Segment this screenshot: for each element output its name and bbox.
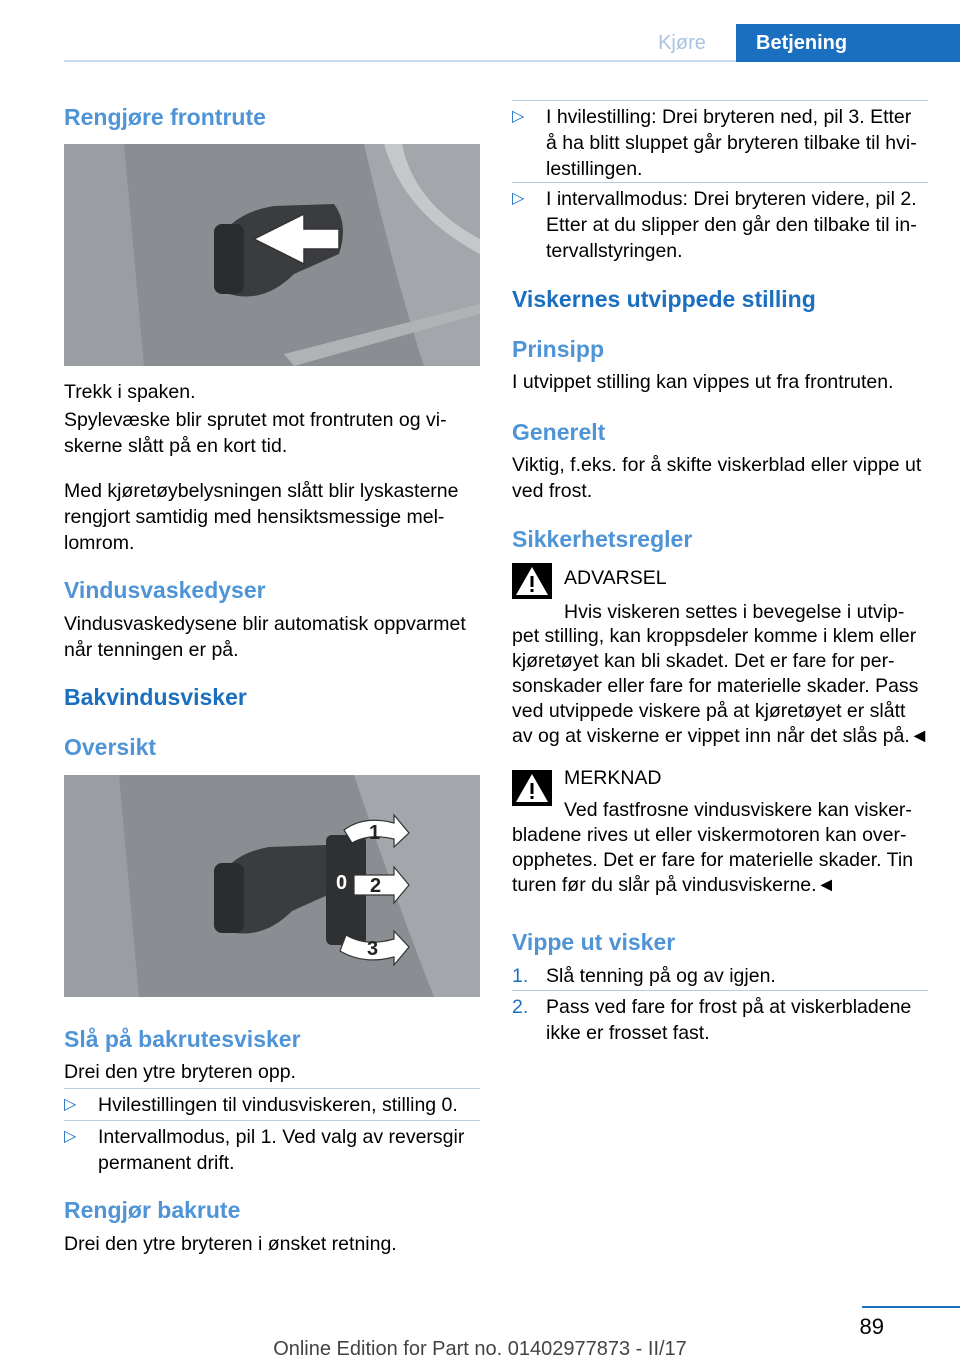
text-generelt-2: ved frost. — [512, 480, 593, 502]
bullet-triangle-icon: ▷ — [64, 1128, 77, 1145]
notice-title-merknad: MERKNAD — [564, 767, 662, 789]
divider — [512, 100, 928, 101]
divider — [64, 1088, 480, 1089]
text-dyser-1: Vindusvaskedysene blir automatisk oppvarmet — [64, 613, 466, 635]
warning-text: ved utvippede viskere på at kjøretøyet er slått — [512, 700, 906, 722]
notice-text: turen før du slår på vindusviskerne.◄ — [512, 874, 836, 896]
page-number: 89 — [859, 1314, 884, 1339]
warning-text: kjøretøyet kan bli skadet. Det er fare for per- — [512, 650, 895, 672]
text-spyle-2: skerne slått på en kort tid. — [64, 435, 288, 457]
list-item-text: å ha blitt sluppet går bryteren tilbake til hvi- — [546, 132, 917, 154]
list-item-text: I hvilestilling: Drei bryteren ned, pil 3. Etter — [546, 106, 912, 128]
text-drei-retning: Drei den ytre bryteren i ønsket retning. — [64, 1233, 397, 1255]
text-lys-1: Med kjøretøybelysningen slått blir lyskasterne — [64, 480, 459, 502]
list-item-text: Pass ved fare for frost på at viskerbladene — [546, 996, 912, 1018]
list-item-text: Slå tenning på og av igjen. — [546, 965, 776, 987]
bullet-triangle-icon: ▷ — [512, 190, 525, 207]
warning-text: av og at viskerne er vippet inn når det slås på.◄ — [512, 725, 930, 747]
warning-text: pet stilling, kan kroppsdeler komme i klem eller — [512, 625, 917, 647]
list-item-text: ikke er frosset fast. — [546, 1022, 710, 1044]
notice-text: Ved fastfrosne vindusviskere kan visker- — [564, 799, 912, 821]
text-prinsipp: I utvippet stilling kan vippes ut fra frontruten. — [512, 371, 894, 393]
heading-vippe-ut: Vippe ut visker — [512, 929, 676, 955]
text-lys-3: lomrom. — [64, 532, 135, 554]
list-item — [64, 1124, 480, 1176]
divider — [512, 990, 928, 991]
footer-edition: Online Edition for Part no. 01402977873 - II/17 — [273, 1338, 687, 1360]
notice-text: bladene rives ut eller viskermotoren kan over- — [512, 824, 907, 846]
warning-text: Hvis viskeren settes i bevegelse i utvip- — [564, 601, 905, 623]
list-item — [512, 186, 928, 264]
footer-rule — [862, 1306, 960, 1308]
heading-generelt: Generelt — [512, 419, 606, 445]
heading-vindusvaskedyser: Vindusvaskedyser — [64, 577, 266, 603]
stalk-pull-illustration — [64, 144, 480, 366]
text-spyle-1: Spylevæske blir sprutet mot frontruten og vi- — [64, 409, 447, 431]
list-item-text: tervallstyringen. — [546, 240, 683, 262]
list-item — [512, 104, 928, 182]
heading-rengjore-frontrute: Rengjøre frontrute — [64, 104, 266, 130]
list-item — [64, 1092, 480, 1118]
tab-kjore[interactable]: Kjøre — [658, 32, 706, 54]
text-lys-2: rengjort samtidig med hensiktsmessige mel- — [64, 506, 445, 528]
list-item-text: permanent drift. — [98, 1152, 235, 1174]
list-item-text: Intervallmodus, pil 1. Ved valg av reversgir — [98, 1126, 465, 1148]
rear-wiper-photo — [64, 775, 480, 997]
text-generelt-1: Viktig, f.eks. for å skifte viskerblad eller vippe ut — [512, 454, 922, 476]
list-item — [512, 994, 928, 1046]
text-trekk: Trekk i spaken. — [64, 381, 196, 403]
warning-text: sonskader eller fare for materielle skader. Pass — [512, 675, 919, 697]
heading-bakvindusvisker: Bakvindusvisker — [64, 684, 247, 710]
divider — [512, 182, 928, 183]
heading-utvippede: Viskernes utvippede stilling — [512, 286, 816, 312]
divider — [64, 1120, 480, 1121]
list-item-text: Etter at du slipper den går den tilbake til in- — [546, 214, 917, 236]
list-item-text: Hvilestillingen til vindusviskeren, stilling 0. — [98, 1094, 458, 1116]
step-number: 2. — [512, 996, 529, 1018]
list-item-text: lestillingen. — [546, 158, 643, 180]
arrow-label-1: 1 — [369, 822, 381, 844]
list-item-text: I intervallmodus: Drei bryteren videre, pil 2. — [546, 188, 917, 210]
notice-triangle-icon — [512, 770, 552, 806]
list-item — [512, 963, 928, 989]
arrow-label-2: 2 — [370, 875, 382, 897]
heading-rengjor-bakrute: Rengjør bakrute — [64, 1197, 241, 1223]
warning-triangle-icon — [512, 563, 552, 599]
step-number: 1. — [512, 965, 529, 987]
text-dyser-2: når tenningen er på. — [64, 639, 239, 661]
bullet-triangle-icon: ▷ — [64, 1096, 77, 1113]
heading-sikkerhetsregler: Sikkerhetsregler — [512, 526, 693, 552]
heading-slaa-paa: Slå på bakrutesvisker — [64, 1026, 301, 1052]
stalk-pull-photo — [64, 144, 480, 366]
bullet-triangle-icon: ▷ — [512, 108, 525, 125]
arrow-label-3: 3 — [367, 938, 379, 960]
text-drei-opp: Drei den ytre bryteren opp. — [64, 1061, 296, 1083]
notice-text: opphetes. Det er fare for materielle skader. Tin — [512, 849, 914, 871]
position-label-0: 0 — [336, 872, 348, 894]
heading-prinsipp: Prinsipp — [512, 336, 605, 362]
tab-betjening[interactable]: Betjening — [736, 24, 960, 62]
rear-wiper-illustration — [64, 775, 480, 997]
warning-title-advarsel: ADVARSEL — [564, 567, 667, 589]
heading-oversikt: Oversikt — [64, 734, 157, 760]
